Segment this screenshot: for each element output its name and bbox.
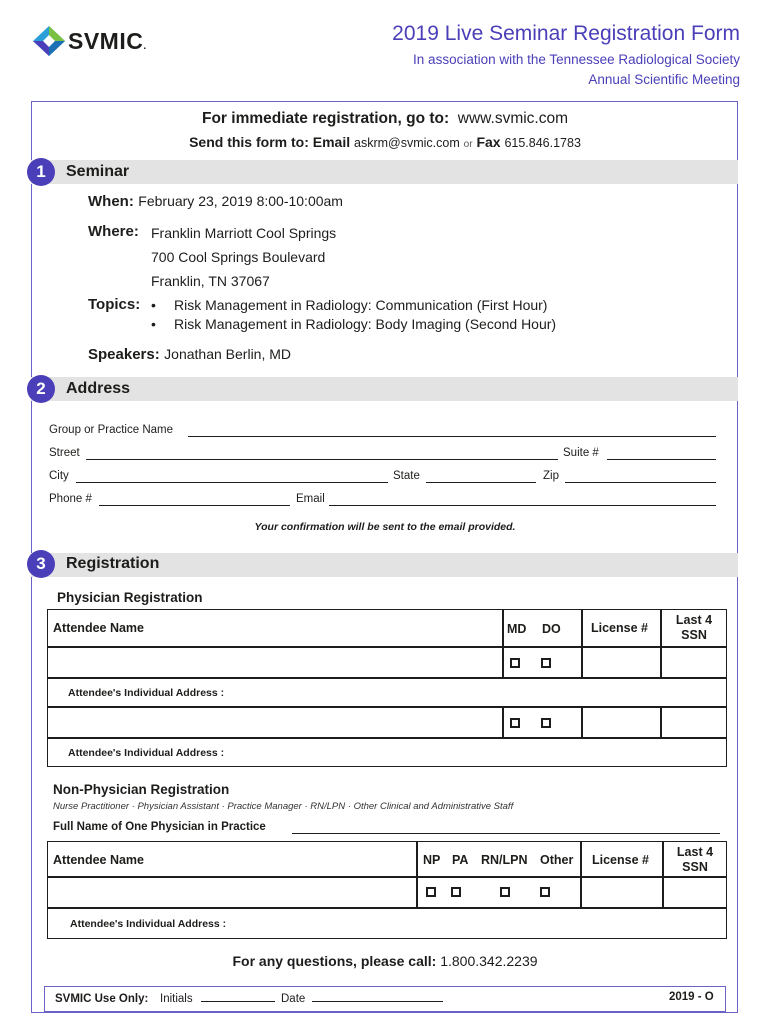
questions-line: For any questions, please call: 1.800.342.2239 <box>232 953 538 969</box>
email-link[interactable]: askrm@svmic.com <box>354 136 460 150</box>
email-label: Email <box>296 493 325 505</box>
form-title: 2019 Live Seminar Registration Form <box>392 22 740 45</box>
immediate-registration: For immediate registration, go to: www.svmic.com <box>201 110 569 127</box>
form-code: 2019 - O <box>669 991 714 1003</box>
initials-field[interactable] <box>201 993 275 1002</box>
physician-name-field-2[interactable] <box>47 707 503 738</box>
group-practice-field[interactable] <box>188 425 716 437</box>
where-line-2: 700 Cool Springs Boulevard <box>151 249 326 265</box>
section-number-3: 3 <box>27 550 55 578</box>
initials-label: Initials <box>160 993 193 1005</box>
nonphysician-ssn-field[interactable] <box>663 877 727 908</box>
col-md: MD <box>507 622 527 636</box>
md-checkbox-2[interactable] <box>510 718 520 728</box>
physician-name-field-1[interactable] <box>47 647 503 678</box>
topic-2: Risk Management in Radiology: Body Imaging (Second Hour) <box>174 316 557 332</box>
section-number-1: 1 <box>27 158 55 186</box>
do-checkbox-1[interactable] <box>541 658 551 668</box>
street-field[interactable] <box>86 448 558 460</box>
col-license: License # <box>591 621 648 635</box>
use-only-label: SVMIC Use Only: <box>55 993 149 1005</box>
zip-label: Zip <box>543 470 559 482</box>
where-line-3: Franklin, TN 37067 <box>151 273 270 289</box>
col-other: Other <box>540 853 574 867</box>
nonphysician-license-field[interactable] <box>581 877 663 908</box>
attendee-address-label-1: Attendee's Individual Address : <box>68 687 225 699</box>
section-title-registration: Registration <box>66 555 160 572</box>
physician-license-field-1[interactable] <box>582 647 661 678</box>
col-attendee-name: Attendee Name <box>53 621 144 635</box>
suite-field[interactable] <box>607 448 716 460</box>
col-np: NP <box>423 853 441 867</box>
col-ssn-1: Last 4 <box>675 613 713 627</box>
group-practice-label: Group or Practice Name <box>49 424 173 436</box>
city-label: City <box>49 470 69 482</box>
physician-license-field-2[interactable] <box>582 707 661 738</box>
nonphysician-heading: Non-Physician Registration <box>53 782 230 797</box>
form-subtitle-1: In association with the Tennessee Radiological Society <box>413 52 740 67</box>
topic-bullet-2: • <box>151 316 156 332</box>
email-field[interactable] <box>329 494 716 506</box>
nonphysician-subheading: Nurse Practitioner · Physician Assistant · Practice Manager · RN/LPN · Other Clinical and Administrative Staff <box>53 801 514 812</box>
date-label: Date <box>281 993 306 1005</box>
svmic-logo-icon <box>31 24 67 58</box>
fax-number: 615.846.1783 <box>504 136 581 150</box>
logo-text: SVMIC. <box>68 28 147 54</box>
topic-bullet-1: • <box>151 297 156 313</box>
questions-phone[interactable]: 1.800.342.2239 <box>440 953 538 969</box>
np-col-license: License # <box>592 853 649 867</box>
nonphysician-address-label: Attendee's Individual Address : <box>70 918 227 930</box>
physician-ssn-field-1[interactable] <box>661 647 727 678</box>
section-title-address: Address <box>66 380 131 397</box>
col-pa: PA <box>452 853 469 867</box>
full-name-physician-label: Full Name of One Physician in Practice <box>53 821 266 833</box>
other-checkbox[interactable] <box>540 887 550 897</box>
section-bar-address <box>31 377 738 401</box>
when-row: When: February 23, 2019 8:00-10:00am <box>88 193 343 210</box>
col-do: DO <box>542 622 561 636</box>
where-line-1: Franklin Marriott Cool Springs <box>151 225 337 241</box>
confirmation-note: Your confirmation will be sent to the email provided. <box>254 521 516 533</box>
date-field[interactable] <box>312 993 443 1002</box>
full-name-physician-field[interactable] <box>292 822 720 834</box>
section-title-seminar: Seminar <box>66 163 130 180</box>
phone-field[interactable] <box>99 494 290 506</box>
form-subtitle-2: Annual Scientific Meeting <box>588 72 740 87</box>
rnlpn-checkbox[interactable] <box>500 887 510 897</box>
np-col-ssn-2: SSN <box>682 860 708 874</box>
topic-1: Risk Management in Radiology: Communication (First Hour) <box>174 297 548 313</box>
topics-label: Topics: <box>88 296 141 313</box>
speakers-row: Speakers: Jonathan Berlin, MD <box>88 346 292 363</box>
phone-label: Phone # <box>49 493 92 505</box>
do-checkbox-2[interactable] <box>541 718 551 728</box>
where-label: Where: <box>88 223 139 240</box>
np-checkbox[interactable] <box>426 887 436 897</box>
pa-checkbox[interactable] <box>451 887 461 897</box>
physician-ssn-field-2[interactable] <box>661 707 727 738</box>
np-col-attendee-name: Attendee Name <box>53 853 144 867</box>
attendee-address-label-2: Attendee's Individual Address : <box>68 747 225 759</box>
city-field[interactable] <box>76 471 388 483</box>
state-label: State <box>393 470 420 482</box>
section-number-2: 2 <box>27 375 55 403</box>
suite-label: Suite # <box>563 447 599 459</box>
np-col-ssn-1: Last 4 <box>676 845 714 859</box>
col-ssn-2: SSN <box>681 628 707 642</box>
md-checkbox-1[interactable] <box>510 658 520 668</box>
registration-url[interactable]: www.svmic.com <box>457 110 569 127</box>
street-label: Street <box>49 447 80 459</box>
send-form-line: Send this form to: Email askrm@svmic.com or Fax 615.846.1783 <box>189 134 581 150</box>
section-bar-seminar <box>31 160 738 184</box>
physician-heading: Physician Registration <box>57 590 203 605</box>
state-field[interactable] <box>426 471 536 483</box>
col-rnlpn: RN/LPN <box>481 853 528 867</box>
nonphysician-name-field[interactable] <box>47 877 417 908</box>
zip-field[interactable] <box>565 471 716 483</box>
